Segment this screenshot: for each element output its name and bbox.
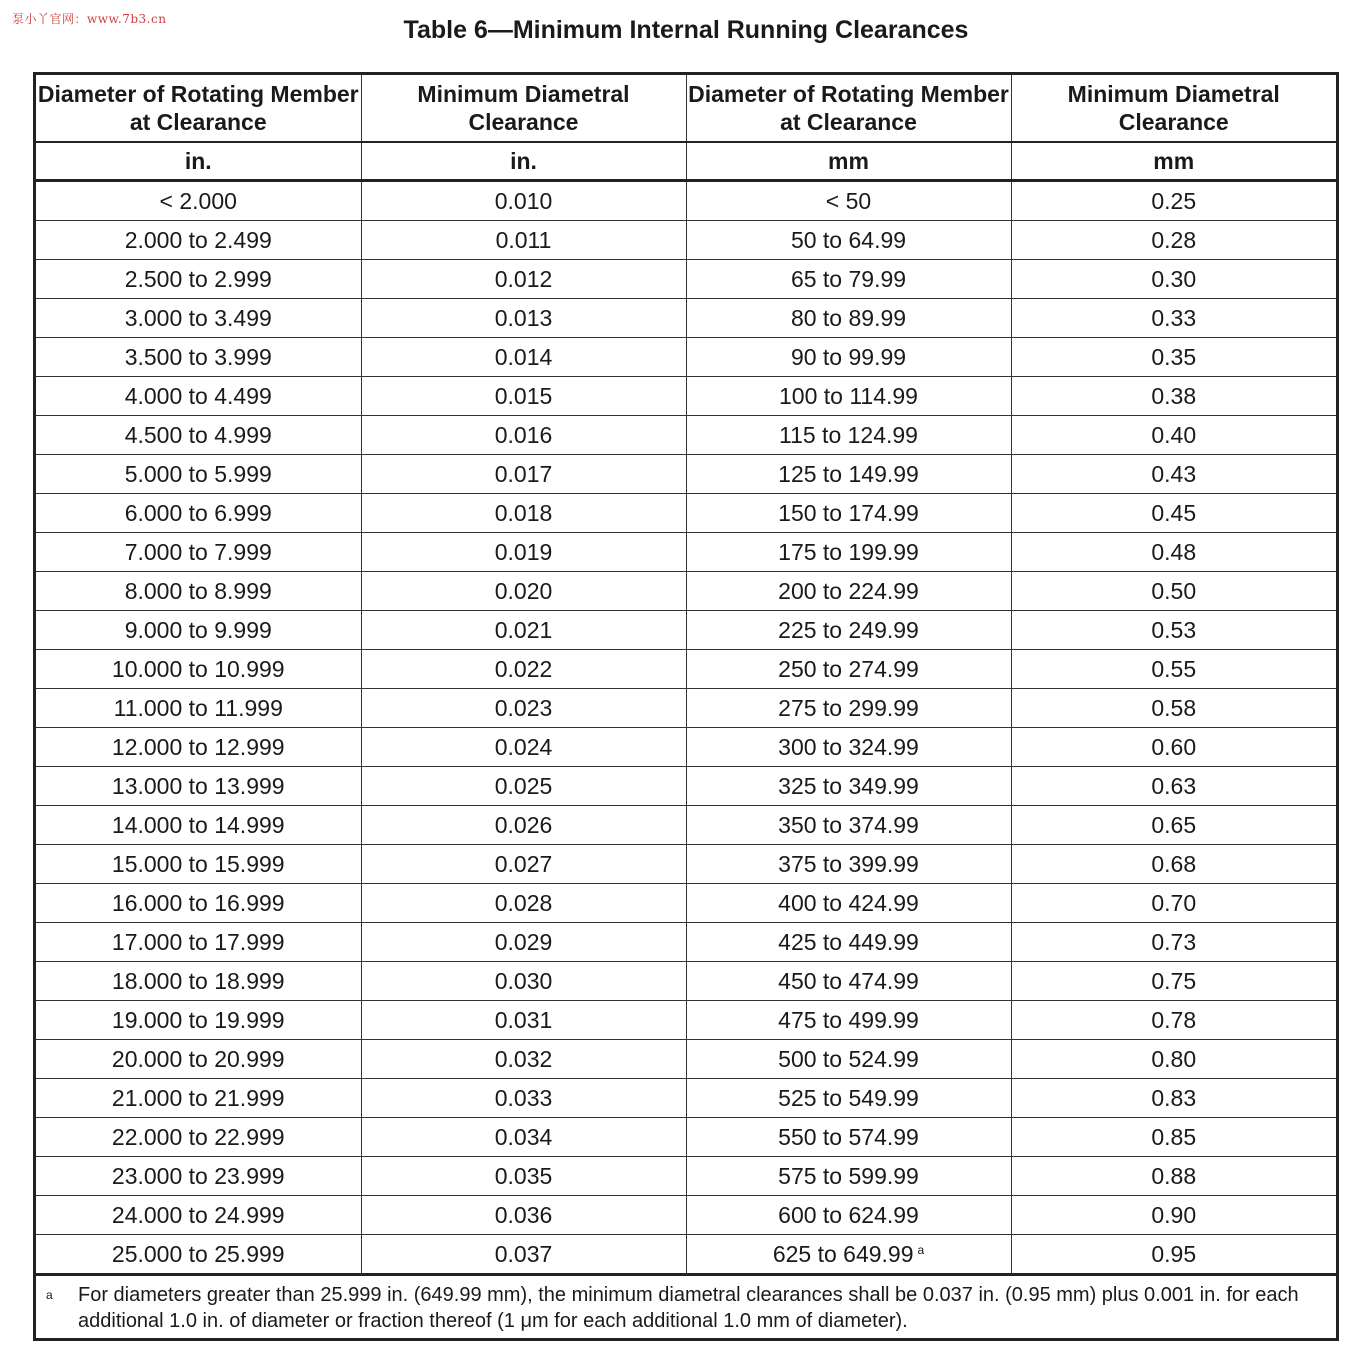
table-cell	[1011, 1235, 1336, 1274]
table-cell	[686, 260, 1011, 299]
table-cell	[361, 689, 686, 728]
cell-value: 0.58	[1151, 694, 1197, 721]
cell-value: 0.027	[494, 850, 553, 877]
table-cell	[361, 767, 686, 806]
table-cell	[361, 416, 686, 455]
table-row	[36, 533, 1336, 572]
table-title: Table 6—Minimum Internal Running Clearances	[403, 16, 969, 44]
cell-value: 0.035	[494, 1162, 553, 1189]
table-row	[36, 923, 1336, 962]
cell-value: 0.73	[1151, 928, 1197, 955]
cell-value: 0.032	[494, 1045, 553, 1072]
footnote-reference: a	[917, 1242, 925, 1257]
table-cell	[361, 806, 686, 845]
table-cell	[1011, 1118, 1336, 1157]
cell-value: 8.000 to 8.999	[124, 577, 272, 604]
cell-value: 16.000 to 16.999	[111, 889, 285, 916]
cell-value: 550 to 574.99	[778, 1123, 919, 1150]
table-cell	[686, 572, 1011, 611]
table-cell	[1011, 1040, 1336, 1079]
cell-value: 0.014	[494, 343, 553, 370]
table-cell	[36, 1079, 361, 1118]
table-cell	[36, 767, 361, 806]
cell-value: 0.029	[494, 928, 553, 955]
cell-value: 100 to 114.99	[779, 382, 918, 409]
table-footnote	[36, 1273, 1336, 1338]
table-cell	[36, 1040, 361, 1079]
table-cell	[686, 689, 1011, 728]
table-cell	[36, 1157, 361, 1196]
table-cell	[36, 533, 361, 572]
cell-value: 450 to 474.99	[778, 967, 919, 994]
table-cell	[1011, 572, 1336, 611]
cell-value: 10.000 to 10.999	[111, 655, 285, 682]
table-row	[36, 1118, 1336, 1157]
cell-value: 3.000 to 3.499	[124, 304, 272, 331]
table-cell	[361, 377, 686, 416]
cell-value: 0.65	[1151, 811, 1197, 838]
cell-value: 0.028	[494, 889, 553, 916]
footnote-marker: a	[46, 1288, 53, 1302]
cell-value: 0.033	[494, 1084, 553, 1111]
cell-value: 350 to 374.99	[778, 811, 919, 838]
table-cell	[686, 338, 1011, 377]
table-cell	[686, 1196, 1011, 1235]
table-cell	[36, 221, 361, 260]
table-cell	[686, 221, 1011, 260]
cell-value: 0.33	[1151, 304, 1197, 331]
cell-value: 0.022	[494, 655, 553, 682]
cell-value: 0.53	[1151, 616, 1197, 643]
table-cell	[686, 1079, 1011, 1118]
cell-value: 0.034	[494, 1123, 553, 1150]
cell-value: 150 to 174.99	[778, 499, 919, 526]
table-cell	[1011, 689, 1336, 728]
table-cell	[1011, 923, 1336, 962]
table-cell	[361, 1079, 686, 1118]
table-cell	[361, 455, 686, 494]
table-cell	[686, 962, 1011, 1001]
cell-value: 0.25	[1151, 187, 1197, 214]
table-row	[36, 650, 1336, 689]
cell-value: 80 to 89.99	[790, 304, 907, 331]
table-row	[36, 845, 1336, 884]
table-row	[36, 416, 1336, 455]
cell-value: 0.78	[1151, 1006, 1197, 1033]
cell-value: 0.83	[1151, 1084, 1197, 1111]
table-cell	[361, 1196, 686, 1235]
cell-value: 13.000 to 13.999	[111, 772, 285, 799]
table-cell	[1011, 1157, 1336, 1196]
cell-value: 0.60	[1151, 733, 1197, 760]
cell-value: 0.011	[495, 226, 552, 253]
cell-value: 0.30	[1151, 265, 1197, 292]
cell-value: 18.000 to 18.999	[111, 967, 285, 994]
table-cell	[1011, 1001, 1336, 1040]
cell-value: 200 to 224.99	[778, 577, 919, 604]
cell-value: 475 to 499.99	[778, 1006, 919, 1033]
cell-value: 50 to 64.99	[790, 226, 907, 253]
clearance-table	[36, 75, 1336, 1273]
table-cell	[36, 728, 361, 767]
cell-value: 0.55	[1151, 655, 1197, 682]
table-cell	[686, 1157, 1011, 1196]
cell-value: 0.75	[1151, 967, 1197, 994]
cell-value: 0.012	[494, 265, 553, 292]
cell-value: 14.000 to 14.999	[111, 811, 285, 838]
cell-value: 275 to 299.99	[778, 694, 919, 721]
table-cell	[36, 1118, 361, 1157]
table-cell	[1011, 338, 1336, 377]
table-cell	[1011, 494, 1336, 533]
cell-value: 0.019	[494, 538, 553, 565]
cell-value: 0.70	[1151, 889, 1197, 916]
cell-value: 65 to 79.99	[790, 265, 907, 292]
table-row	[36, 728, 1336, 767]
cell-value: 6.000 to 6.999	[124, 499, 272, 526]
cell-value: 325 to 349.99	[778, 772, 919, 799]
table-cell	[1011, 884, 1336, 923]
table-cell	[361, 1001, 686, 1040]
table-cell	[361, 1235, 686, 1274]
table-cell	[1011, 728, 1336, 767]
cell-value: 0.28	[1151, 226, 1197, 253]
cell-value: 225 to 249.99	[778, 616, 919, 643]
cell-value: 525 to 549.99	[778, 1084, 919, 1111]
cell-value: 3.500 to 3.999	[124, 343, 272, 370]
cell-value: 12.000 to 12.999	[111, 733, 285, 760]
cell-value: 575 to 599.99	[778, 1162, 919, 1189]
table-cell	[361, 338, 686, 377]
table-cell	[686, 377, 1011, 416]
table-cell	[361, 260, 686, 299]
table-cell	[686, 806, 1011, 845]
table-cell	[1011, 845, 1336, 884]
cell-value: 9.000 to 9.999	[124, 616, 272, 643]
table-cell	[36, 650, 361, 689]
table-row	[36, 455, 1336, 494]
cell-value: 0.35	[1151, 343, 1197, 370]
cell-value: 0.38	[1151, 382, 1197, 409]
table-cell	[36, 377, 361, 416]
table-cell	[361, 650, 686, 689]
cell-value: 23.000 to 23.999	[111, 1162, 285, 1189]
cell-value: 115 to 124.99	[779, 421, 918, 448]
table-cell	[1011, 650, 1336, 689]
table-row	[36, 299, 1336, 338]
table-cell	[36, 455, 361, 494]
table-cell	[36, 962, 361, 1001]
table-cell	[361, 884, 686, 923]
unit-header: mm	[686, 142, 1011, 181]
table-cell	[1011, 416, 1336, 455]
table-cell	[361, 299, 686, 338]
table-cell	[1011, 221, 1336, 260]
table-cell	[36, 611, 361, 650]
cell-value: 0.43	[1151, 460, 1197, 487]
table-cell	[361, 923, 686, 962]
cell-value: 17.000 to 17.999	[111, 928, 285, 955]
cell-value: 0.013	[494, 304, 553, 331]
table-cell	[361, 533, 686, 572]
table-row	[36, 181, 1336, 221]
cell-value: 0.010	[494, 187, 553, 214]
cell-value: 0.45	[1151, 499, 1197, 526]
table-row	[36, 260, 1336, 299]
cell-value: 250 to 274.99	[778, 655, 919, 682]
table-cell	[36, 923, 361, 962]
column-header: Diameter of Rotating Member at Clearance	[686, 75, 1011, 142]
cell-value: 500 to 524.99	[778, 1045, 919, 1072]
cell-value: 0.025	[494, 772, 553, 799]
table-cell	[36, 845, 361, 884]
table-cell	[686, 299, 1011, 338]
table-row	[36, 611, 1336, 650]
table-row	[36, 1196, 1336, 1235]
cell-value: 5.000 to 5.999	[124, 460, 272, 487]
cell-value: 0.020	[494, 577, 553, 604]
cell-value: 20.000 to 20.999	[111, 1045, 285, 1072]
table-cell	[36, 806, 361, 845]
table-cell	[36, 572, 361, 611]
table-cell	[686, 455, 1011, 494]
table-cell	[1011, 1196, 1336, 1235]
table-cell	[36, 884, 361, 923]
cell-value: 0.023	[494, 694, 553, 721]
footnote-text: For diameters greater than 25.999 in. (649.99 mm), the minimum diametral clearances shall be 0.037 in. (0.95 mm) plus 0.001 in. for each additional 1.0 in. of diameter or fraction thereof (1 μm for each additional 1.0 mm of diameter).	[78, 1284, 1299, 1332]
table-cell	[686, 181, 1011, 221]
cell-value: 0.031	[494, 1006, 553, 1033]
cell-value: 2.500 to 2.999	[124, 265, 272, 292]
table-cell	[686, 845, 1011, 884]
cell-value: 0.037	[494, 1240, 553, 1267]
table-cell	[686, 1001, 1011, 1040]
table-row	[36, 1235, 1336, 1274]
table-cell	[1011, 181, 1336, 221]
table-row	[36, 806, 1336, 845]
table-cell	[1011, 1079, 1336, 1118]
cell-value: 0.95	[1151, 1240, 1197, 1267]
cell-value: 0.68	[1151, 850, 1197, 877]
cell-value: 425 to 449.99	[778, 928, 919, 955]
table-row	[36, 338, 1336, 377]
table-row	[36, 572, 1336, 611]
cell-value: 0.88	[1151, 1162, 1197, 1189]
table-cell	[36, 494, 361, 533]
table-row	[36, 962, 1336, 1001]
table-row	[36, 884, 1336, 923]
table-cell	[36, 299, 361, 338]
cell-value: < 50	[825, 187, 872, 214]
cell-value: 0.80	[1151, 1045, 1197, 1072]
cell-value: < 2.000	[159, 187, 237, 214]
cell-value: 0.40	[1151, 421, 1197, 448]
table-cell	[36, 1001, 361, 1040]
table-cell	[361, 611, 686, 650]
unit-header-row	[36, 142, 1336, 181]
cell-value: 0.63	[1151, 772, 1197, 799]
cell-value: 19.000 to 19.999	[111, 1006, 285, 1033]
cell-value: 125 to 149.99	[778, 460, 919, 487]
table-cell	[686, 611, 1011, 650]
table-cell	[1011, 533, 1336, 572]
table-cell	[686, 1118, 1011, 1157]
watermark: 泵小丫官网：www.7b3.cn	[12, 12, 167, 26]
cell-value: 375 to 399.99	[778, 850, 919, 877]
table-cell	[686, 884, 1011, 923]
cell-value: 625 to 649.99	[772, 1240, 914, 1267]
cell-value: 300 to 324.99	[778, 733, 919, 760]
table-cell	[361, 1040, 686, 1079]
table-cell	[361, 728, 686, 767]
cell-value: 600 to 624.99	[778, 1201, 919, 1228]
table-cell	[1011, 767, 1336, 806]
table-cell	[686, 416, 1011, 455]
table-cell	[361, 1157, 686, 1196]
cell-value: 11.000 to 11.999	[113, 694, 283, 721]
table-cell	[1011, 299, 1336, 338]
cell-value: 25.000 to 25.999	[111, 1240, 285, 1267]
table-cell	[686, 1040, 1011, 1079]
cell-value: 0.030	[494, 967, 553, 994]
cell-value: 90 to 99.99	[790, 343, 907, 370]
table-row	[36, 494, 1336, 533]
cell-value: 22.000 to 22.999	[111, 1123, 285, 1150]
table-cell	[686, 728, 1011, 767]
table-cell	[1011, 962, 1336, 1001]
table-row	[36, 221, 1336, 260]
table-cell	[361, 845, 686, 884]
cell-value: 21.000 to 21.999	[111, 1084, 285, 1111]
unit-header: mm	[1011, 142, 1336, 181]
column-header-row	[36, 75, 1336, 142]
unit-header: in.	[361, 142, 686, 181]
cell-value: 24.000 to 24.999	[111, 1201, 285, 1228]
table-cell	[361, 181, 686, 221]
column-header: Diameter of Rotating Member at Clearance	[36, 75, 361, 142]
table-cell	[36, 1196, 361, 1235]
cell-value: 0.48	[1151, 538, 1197, 565]
cell-value: 0.021	[494, 616, 553, 643]
table-cell	[686, 767, 1011, 806]
cell-value: 400 to 424.99	[778, 889, 919, 916]
table-cell	[361, 1118, 686, 1157]
table-cell	[1011, 611, 1336, 650]
unit-header: in.	[36, 142, 361, 181]
column-header: Minimum Diametral Clearance	[361, 75, 686, 142]
cell-value: 0.50	[1151, 577, 1197, 604]
table-cell	[686, 1235, 1011, 1274]
table-cell	[361, 572, 686, 611]
table-body	[36, 181, 1336, 1274]
table-cell	[361, 221, 686, 260]
table-row	[36, 1079, 1336, 1118]
cell-value: 4.000 to 4.499	[124, 382, 272, 409]
table-cell	[686, 494, 1011, 533]
table-row	[36, 1157, 1336, 1196]
table-row	[36, 1040, 1336, 1079]
table-cell	[36, 416, 361, 455]
cell-value: 0.85	[1151, 1123, 1197, 1150]
table-cell	[1011, 806, 1336, 845]
table-cell	[36, 338, 361, 377]
cell-value: 0.036	[494, 1201, 553, 1228]
table-cell	[361, 962, 686, 1001]
column-header: Minimum Diametral Clearance	[1011, 75, 1336, 142]
cell-value: 0.017	[494, 460, 553, 487]
table-cell	[361, 494, 686, 533]
table-cell	[686, 533, 1011, 572]
table-cell	[1011, 260, 1336, 299]
cell-value: 4.500 to 4.999	[124, 421, 272, 448]
cell-value: 0.024	[494, 733, 553, 760]
table-cell	[1011, 455, 1336, 494]
table-cell	[1011, 377, 1336, 416]
cell-value: 175 to 199.99	[778, 538, 919, 565]
table-cell	[36, 689, 361, 728]
table-cell	[36, 1235, 361, 1274]
cell-value: 15.000 to 15.999	[111, 850, 285, 877]
table-cell	[36, 260, 361, 299]
table-row	[36, 377, 1336, 416]
table-cell	[686, 650, 1011, 689]
table-cell	[36, 181, 361, 221]
cell-value: 0.015	[494, 382, 553, 409]
table-row	[36, 767, 1336, 806]
table-cell	[686, 923, 1011, 962]
cell-value: 0.90	[1151, 1201, 1197, 1228]
cell-value: 2.000 to 2.499	[124, 226, 272, 253]
table-row	[36, 1001, 1336, 1040]
table-row	[36, 689, 1336, 728]
cell-value: 7.000 to 7.999	[124, 538, 272, 565]
cell-value: 0.026	[494, 811, 553, 838]
cell-value: 0.016	[494, 421, 553, 448]
cell-value: 0.018	[494, 499, 553, 526]
clearance-table-frame	[33, 72, 1339, 1341]
